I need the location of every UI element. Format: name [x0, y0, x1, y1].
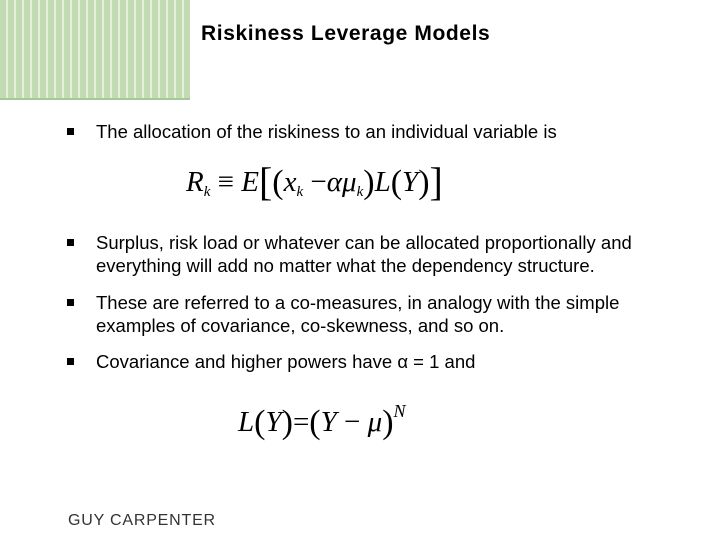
formula1-x: x: [283, 166, 297, 198]
formula-leverage-function: $L(Y)=(Y - \mu)^N$: [238, 401, 406, 441]
formula2-y2: Y: [320, 406, 337, 438]
bullet-marker: [67, 358, 74, 365]
formula1-r: R: [186, 166, 204, 198]
formula1-mu: μ: [342, 166, 357, 198]
formula2-y: Y: [265, 406, 282, 438]
bullet-marker: [67, 128, 74, 135]
formula2-minus: −: [344, 406, 361, 438]
formula2-equals: =: [292, 406, 310, 438]
formula1-e: E: [241, 166, 259, 198]
bullet-text-3: These are referred to a co-measures, in analogy with the simple examples of covariance, co-skewness, and so on.: [96, 292, 620, 336]
formula2-mu: μ: [367, 406, 383, 438]
formula2-l: L: [238, 406, 255, 438]
formula1-sub-k1: k: [203, 184, 211, 200]
bullet-text-2: Surplus, risk load or whatever can be allocated proportionally and everything will add no matter what the dependency structure.: [96, 232, 632, 276]
guy-carpenter-logo: GUY CARPENTER: [68, 512, 216, 529]
formula1-l: L: [374, 166, 391, 198]
formula1-sub-k3: k: [356, 184, 364, 200]
bullet-marker: [67, 299, 74, 306]
bullet-text-4: Covariance and higher powers have α = 1 and: [96, 351, 476, 372]
formula1-minus: −: [310, 166, 327, 198]
formula1-alpha: α: [326, 166, 343, 198]
formula-riskiness-allocation: $R_k \equiv E[(x_k -\alpha\mu_k)L(Y)]$: [186, 159, 443, 204]
formula1-y: Y: [402, 166, 419, 198]
bullet-marker: [67, 239, 74, 246]
formula1-equiv: ≡: [217, 166, 234, 198]
slide-title: Riskiness Leverage Models: [201, 22, 491, 45]
formula1-sub-k2: k: [296, 184, 304, 200]
bullet-text-1: The allocation of the riskiness to an individual variable is: [96, 121, 557, 142]
formula2-exponent-n: N: [393, 401, 406, 421]
corner-decoration: [0, 0, 190, 100]
